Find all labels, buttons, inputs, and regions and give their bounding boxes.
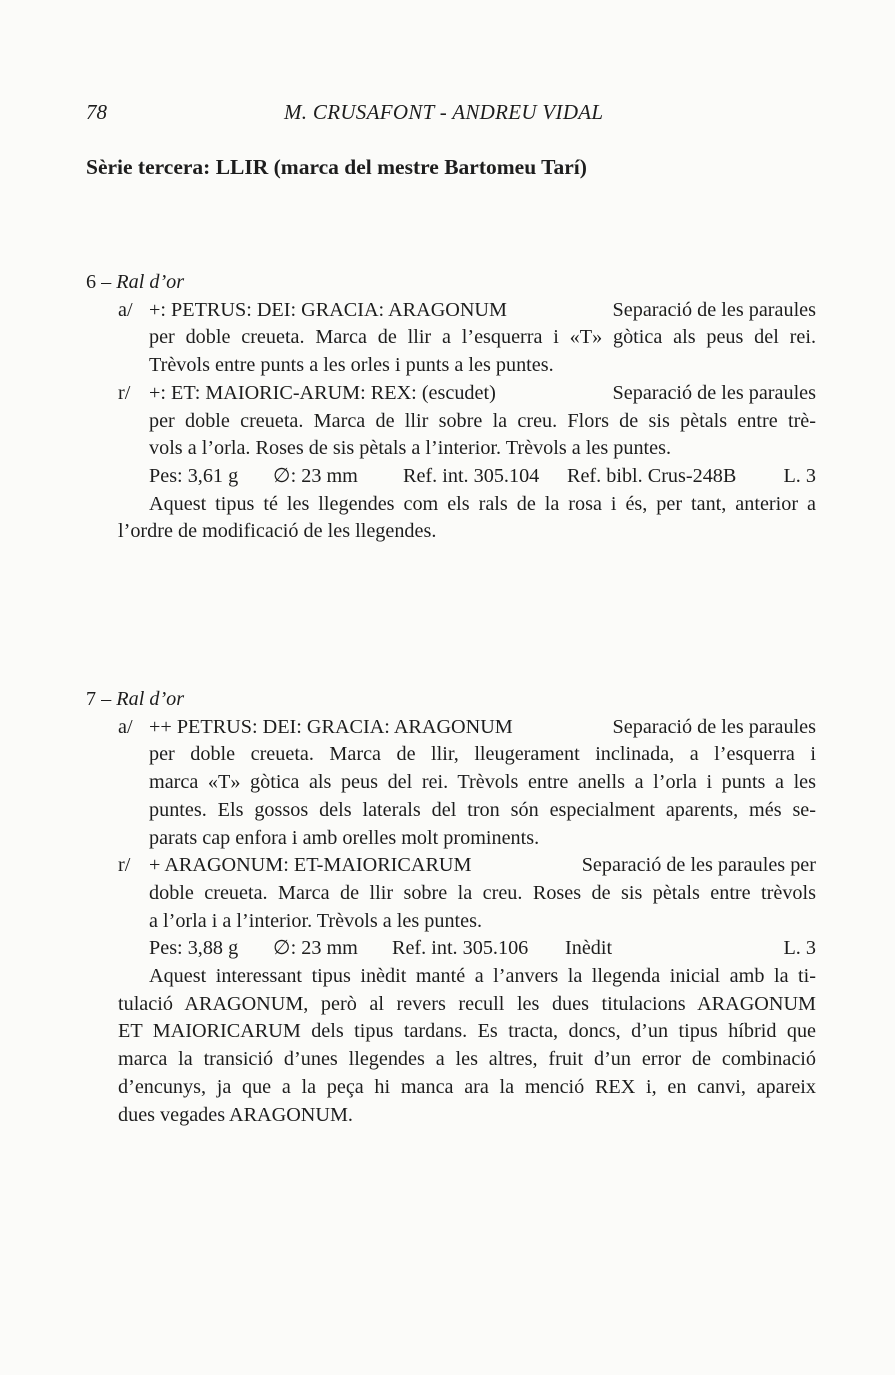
commentary-line: ET MAIORICARUM dels tipus tardans. Es tracta, doncs, d’un tipus híbrid que [118, 1020, 816, 1043]
commentary-line: marca la transició d’unes llegendes a les altres, fruit d’un error de combinació [118, 1048, 816, 1071]
obverse-description-line: parats cap enfora i amb orelles molt prominents. [149, 826, 540, 849]
bibliographic-reference: Ref. bibl. Crus-248B [567, 464, 737, 487]
diameter: ∅: 23 mm [273, 937, 358, 960]
reverse-legend: +: ET: MAIORIC-ARUM: REX: (escudet) [149, 381, 496, 404]
entry-number: 6 – [86, 271, 112, 293]
obverse-legend: +: PETRUS: DEI: GRACIA: ARAGONUM [149, 298, 507, 321]
page-header [86, 100, 846, 130]
obverse-description-line: marca «T» gòtica als peus del rei. Trèvols entre anells a l’orla i punts a les [149, 771, 816, 794]
measures-row [149, 935, 816, 963]
catalog-entry-7 [86, 686, 826, 1136]
weight: Pes: 3,88 g [149, 937, 239, 960]
running-title: M. CRUSAFONT - ANDREU VIDAL [284, 100, 604, 124]
obverse-label: a/ [118, 298, 133, 321]
reverse-separation-note: Separació de les paraules per [581, 854, 816, 877]
obverse-description-line: per doble creueta. Marca de llir, lleugerament inclinada, a l’esquerra i [149, 743, 816, 766]
commentary-line: l’ordre de modificació de les llegendes. [118, 520, 437, 543]
plate-number: L. 3 [783, 464, 816, 487]
diameter: ∅: 23 mm [273, 464, 358, 487]
commentary-line: d’encunys, ja que a la peça hi manca ara la menció REX i, en canvi, apareix [118, 1075, 816, 1098]
page-number: 78 [86, 100, 107, 124]
reverse-legend: + ARAGONUM: ET-MAIORICARUM [149, 854, 472, 877]
commentary-line: Aquest tipus té les llegendes com els rals de la rosa i és, per tant, anterior a [149, 492, 816, 515]
commentary-line: tulació ARAGONUM, però al revers recull les dues titulacions ARAGONUM [118, 992, 816, 1015]
internal-reference: Ref. int. 305.106 [392, 937, 529, 960]
obverse-description-line: puntes. Els gossos dels laterals del tron són especialment aparents, més se- [149, 798, 816, 821]
plate-number: L. 3 [783, 937, 816, 960]
reverse-description-line: doble creueta. Marca de llir sobre la creu. Roses de sis pètals entre trèvols [149, 881, 816, 904]
catalog-entry-6 [86, 269, 826, 549]
reverse-description-line: vols a l’orla. Roses de sis pètals a l’interior. Trèvols a les puntes. [149, 437, 672, 460]
reverse-label: r/ [118, 854, 131, 877]
obverse-description-line: per doble creueta. Marca de llir a l’esquerra i «T» gòtica als peus del rei. [149, 326, 816, 349]
reverse-label: r/ [118, 381, 131, 404]
commentary-line: dues vegades ARAGONUM. [118, 1103, 353, 1126]
reverse-description-line: a l’orla i a l’interior. Trèvols a les puntes. [149, 909, 483, 932]
obverse-legend: ++ PETRUS: DEI: GRACIA: ARAGONUM [149, 715, 513, 738]
obverse-description-line: Trèvols entre punts a les orles i punts a les puntes. [149, 354, 554, 377]
reverse-separation-note: Separació de les paraules [612, 381, 816, 404]
obverse-separation-note: Separació de les paraules [612, 715, 816, 738]
weight: Pes: 3,61 g [149, 464, 239, 487]
entry-name: Ral d’or [116, 271, 185, 293]
entry-title [86, 686, 184, 714]
commentary-line: Aquest interessant tipus inèdit manté a l’anvers la llegenda inicial amb la ti- [149, 965, 816, 987]
internal-reference: Ref. int. 305.104 [403, 464, 540, 487]
bibliographic-reference: Inèdit [565, 937, 613, 960]
series-title: Sèrie tercera: LLIR (marca del mestre Bartomeu Tarí) [86, 155, 587, 179]
obverse-separation-note: Separació de les paraules [612, 298, 816, 321]
entry-title [86, 269, 184, 297]
measures-row [149, 463, 816, 491]
reverse-description-line: per doble creueta. Marca de llir sobre la creu. Flors de sis pètals entre trè- [149, 409, 816, 432]
entry-number: 7 – [86, 688, 112, 710]
entry-name: Ral d’or [116, 688, 185, 710]
obverse-label: a/ [118, 715, 133, 738]
